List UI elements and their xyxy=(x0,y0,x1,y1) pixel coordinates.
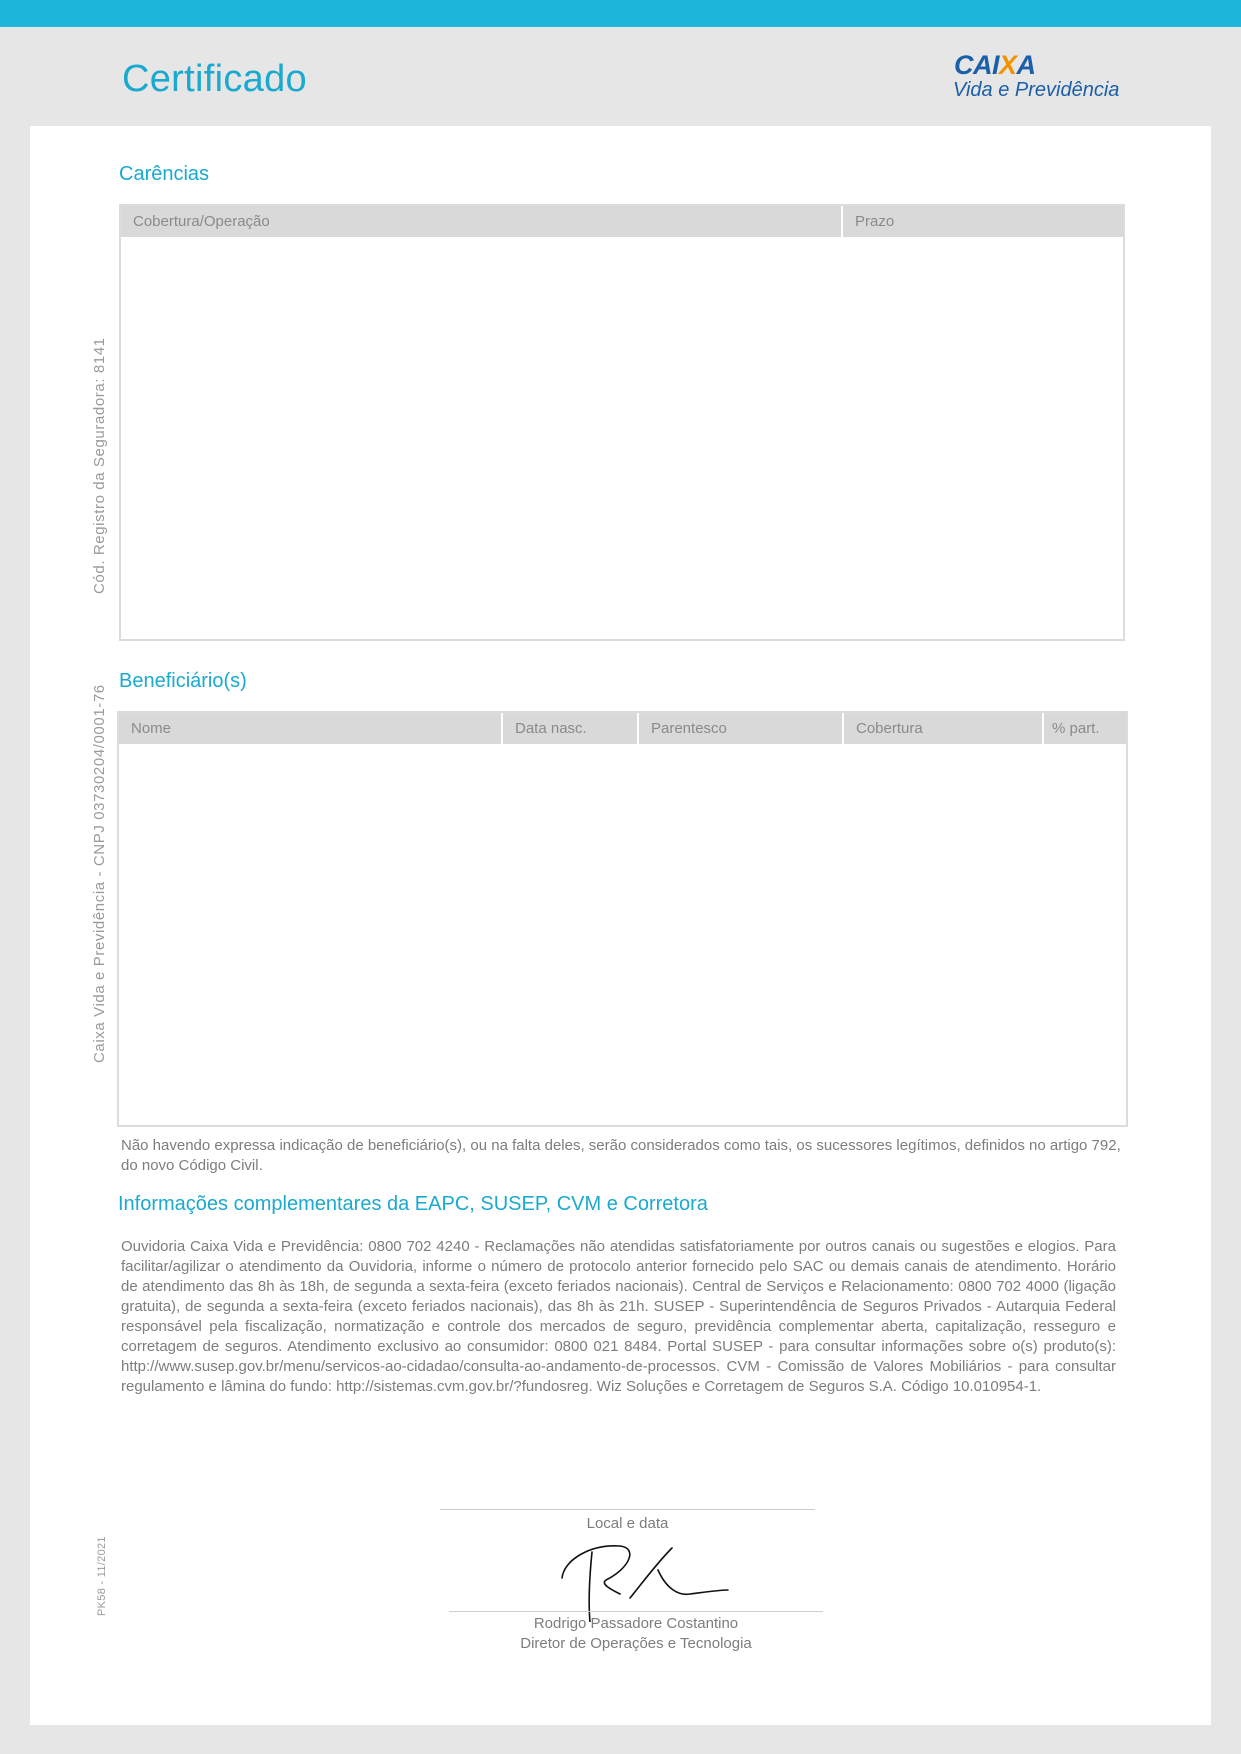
logo-subtitle: Vida e Previdência xyxy=(953,79,1120,101)
beneficiarios-title: Beneficiário(s) xyxy=(119,670,247,692)
cnpj-text: Caixa Vida e Previdência - CNPJ 03730204/0001-76 xyxy=(91,684,108,1063)
column-header-data-nasc: Data nasc. xyxy=(503,713,639,744)
handwritten-signature xyxy=(560,1540,730,1622)
beneficiarios-table xyxy=(117,711,1128,1127)
info-title: Informações complementares da EAPC, SUSEP, CVM e Corretora xyxy=(118,1193,708,1215)
top-accent-bar xyxy=(0,0,1241,27)
beneficiarios-note: Não havendo expressa indicação de beneficiário(s), ou na falta deles, serão considerados como tais, os sucessores legítimos, definidos no artigo 792, do novo Código Civil. xyxy=(121,1137,1121,1174)
carencias-table xyxy=(119,204,1125,641)
info-text: Ouvidoria Caixa Vida e Previdência: 0800 702 4240 - Reclamações não atendidas satisfatoriamente por outros canais ou sugestões e elogios. Para facilitar/agilizar o atendimento da Ouvidoria, informe o número de protocolo anterior fornecido pelo SAC ou demais canais de atendimento. Horário de atendimento das 8h às 18h, de segunda a sexta-feira (exceto feriados nacionais). Central de Serviços e Relacionamento: 0800 702 4000 (ligação gratuita), de segunda a sexta-feira (exceto feriados nacionais), das 8h às 21h. SUSEP - Superintendência de Seguros Privados - Autarquia Federal responsável pela fiscalização, normatização e controle dos mercados de seguro, previdência complementar aberta, capitalização, resseguro e corretagem de seguros. Atendimento exclusivo ao consumidor: 0800 021 8484. Portal SUSEP - para consultar informações sobre o(s) produto(s): http://www.susep.gov.br/menu/servicos-ao-cidadao/consulta-ao-andamento-de-processos. CVM - Comissão de Valores Mobiliários - para consultar regulamento e lâmina do fundo: http://sistemas.cvm.gov.br/?fundosreg. Wiz Soluções e Corretagem de Seguros S.A. Código 10.010954-1. xyxy=(121,1238,1116,1395)
form-code: PK58 - 11/2021 xyxy=(96,1536,108,1616)
carencias-title: Carências xyxy=(119,163,210,185)
column-header-cobertura-operacao: Cobertura/Operação xyxy=(121,206,843,237)
beneficiarios-table-header xyxy=(119,713,1126,744)
registro-seguradora: Cód. Registro da Seguradora: 8141 xyxy=(91,337,108,594)
column-header-prazo: Prazo xyxy=(855,213,895,230)
column-header-cobertura: Cobertura xyxy=(844,713,1044,744)
carencias-table-header xyxy=(121,206,1123,237)
caixa-logo xyxy=(950,50,1130,106)
page-title: Certificado xyxy=(122,58,307,100)
signature-line xyxy=(449,1611,823,1612)
logo-wordmark: CAIXA xyxy=(954,50,1036,80)
column-header-nome: Nome xyxy=(119,713,503,744)
signer-role: Diretor de Operações e Tecnologia xyxy=(520,1635,752,1652)
column-header-percent-part: % part. xyxy=(1052,720,1100,737)
local-data-line xyxy=(440,1509,815,1510)
column-header-parentesco: Parentesco xyxy=(639,713,844,744)
signer-name: Rodrigo Passadore Costantino xyxy=(533,1615,739,1632)
local-data-label: Local e data xyxy=(586,1515,669,1532)
